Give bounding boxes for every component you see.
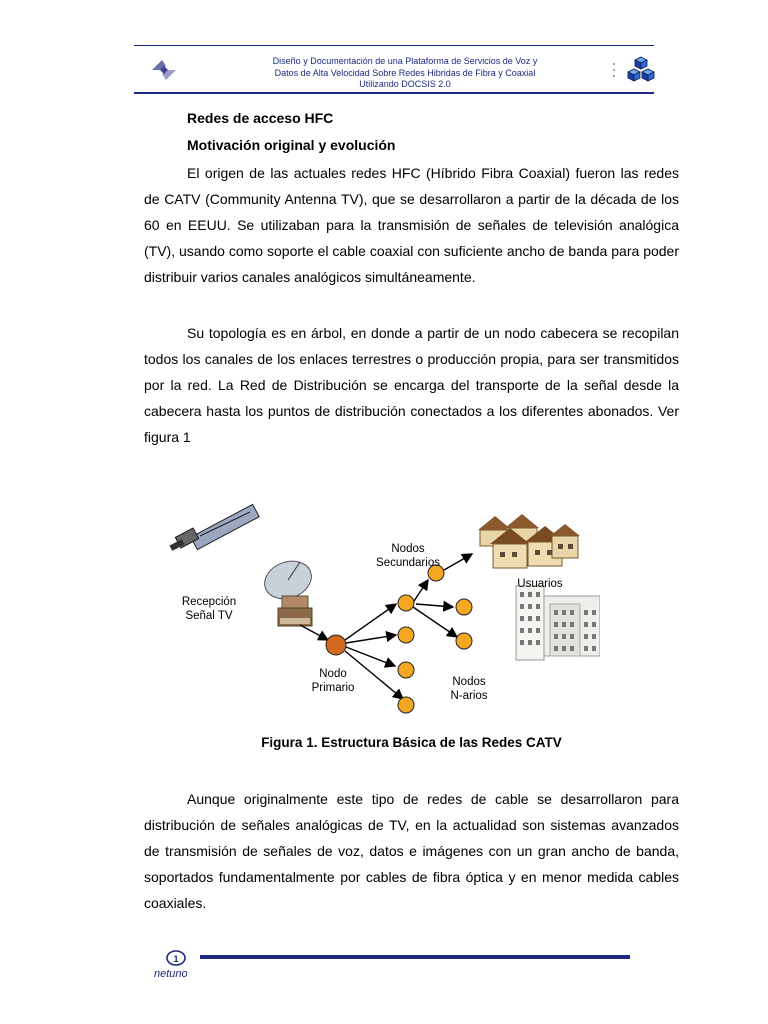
secondary-node — [398, 662, 414, 678]
subsection-heading: Motivación original y evolución — [187, 137, 396, 153]
paragraph-text: El origen de las actuales redes HFC (Híbrido Fibra Coaxial) fueron las redes de CATV (Community Antenna TV), que se desarrollaron a partir de la década de los 60 en EEUU. Se utilizaban para la transmisión de señales de televisión analógica (TV), usando como soporte el cable coaxial con suficiente ancho de banda para poder distribuir varios canales analógicos simultáneamente. — [144, 165, 679, 285]
paragraph-1 — [144, 160, 679, 290]
paragraph-text: Su topología es en árbol, en donde a partir de un nodo cabecera se recopilan todos los canales de los enlaces terrestres o producción propia, para ser transmitidos por la red. La Red de Distribución se encarga del transporte de la señal desde la cabecera hasta los puntos de distribución conectados a los diferentes abonados. Ver figura 1 — [144, 325, 679, 445]
label-reception — [170, 595, 248, 623]
label-line: Primario — [311, 682, 355, 694]
section-heading: Redes de acceso HFC — [187, 110, 334, 126]
header-title-line: Utilizando DOCSIS 2.0 — [359, 79, 451, 89]
label-users: Usuarios — [517, 578, 563, 590]
label-line: Nodos — [391, 543, 425, 555]
nary-node — [456, 599, 472, 615]
label-nary-nodes — [436, 675, 502, 703]
header-rule-top — [134, 45, 654, 46]
svg-text:1: 1 — [173, 954, 179, 964]
nary-node — [456, 633, 472, 649]
buildings-icon — [516, 586, 600, 660]
figure-catv-structure — [160, 500, 600, 725]
label-primary-node — [300, 667, 366, 695]
header-title — [225, 56, 585, 91]
paragraph-2 — [144, 320, 679, 450]
figure-caption: Figura 1. Estructura Básica de las Redes CATV — [261, 735, 562, 750]
paragraph-text: Aunque originalmente este tipo de redes de cable se desarrollaron para distribución de señales analógicas de TV, en la actualidad son sistemas avanzados de transmisión de señales de voz, datos e imágenes con un gran ancho de banda, soportados fundamentalmente por cables de fibra óptica y en menor medida cables coaxiales. — [144, 791, 679, 911]
secondary-node — [398, 627, 414, 643]
label-line: Secundarios — [376, 557, 440, 569]
label-secondary-nodes — [368, 542, 448, 570]
label-line: Señal TV — [185, 610, 233, 622]
header-dots-icon — [612, 62, 616, 78]
houses-icon — [478, 514, 580, 568]
label-line: Recepción — [181, 596, 237, 608]
header-cubes-logo-icon — [625, 55, 657, 87]
paragraph-3 — [144, 786, 679, 916]
dish-antenna-icon — [259, 555, 316, 626]
header-title-line: Datos de Alta Velocidad Sobre Redes Hibridas de Fibra y Coaxial — [274, 67, 536, 78]
footer-rule — [200, 955, 630, 959]
netuno-logo-icon — [152, 944, 200, 980]
label-line: N-arios — [450, 690, 488, 702]
secondary-node — [398, 595, 414, 611]
header-left-logo-icon — [150, 56, 178, 84]
label-line: Nodos — [452, 676, 486, 688]
header-rule-bottom — [134, 92, 654, 94]
label-line: Nodo — [319, 668, 347, 680]
netuno-logo-text: netuno — [154, 968, 188, 980]
primary-node — [326, 635, 346, 655]
secondary-node — [398, 697, 414, 713]
satellite-icon — [169, 504, 259, 551]
header-title-line: Diseño y Documentación de una Plataforma de Servicios de Voz y — [272, 56, 538, 66]
